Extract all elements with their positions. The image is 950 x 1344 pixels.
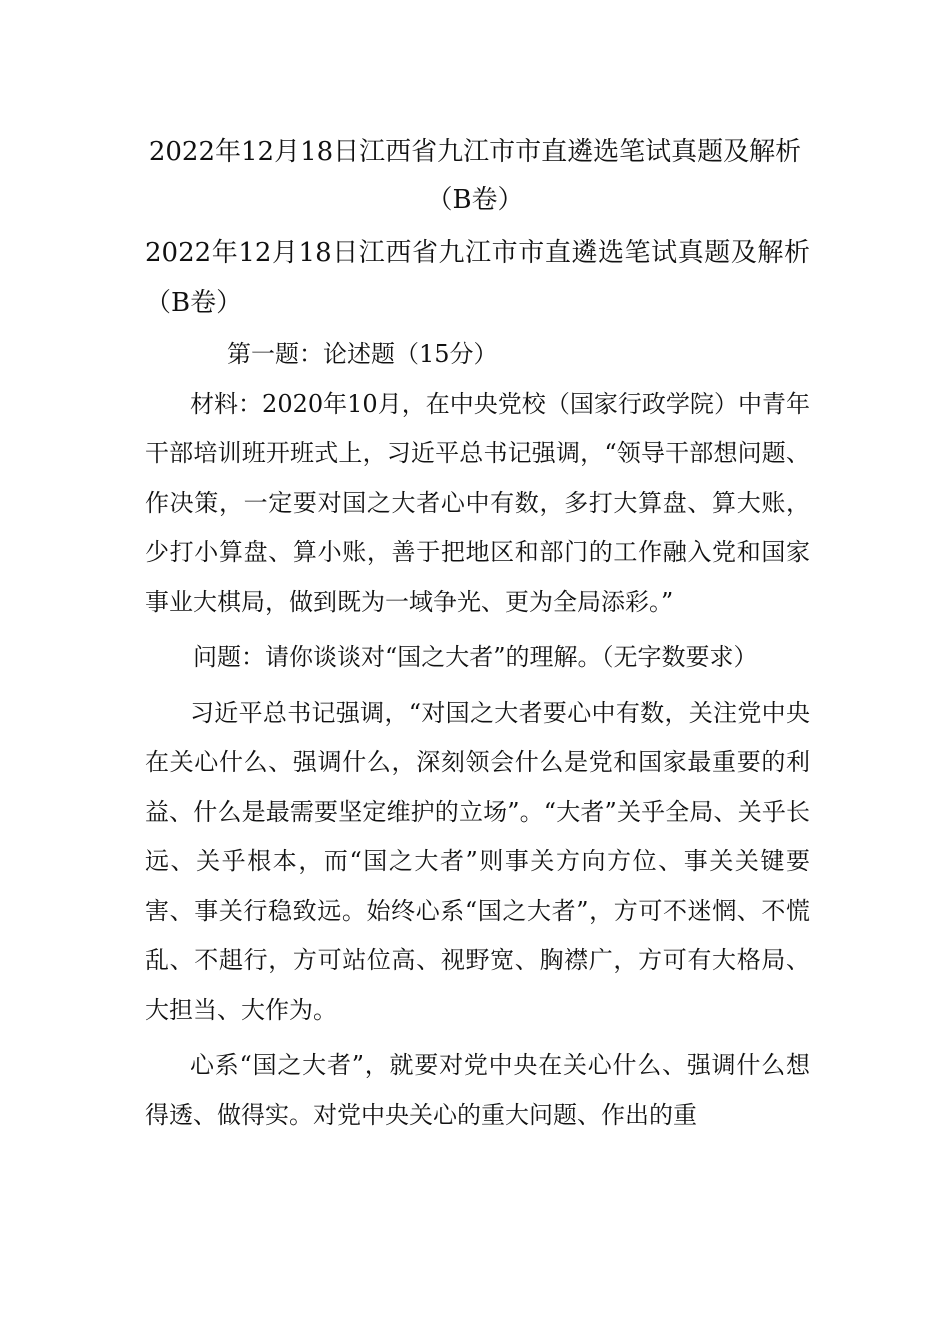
document-title-repeat: 2022年12月18日江西省九江市市直遴选笔试真题及解析（B卷） — [145, 238, 810, 318]
answer-paragraph-2: 心系“国之大者”，就要对党中央在关心什么、强调什么想得透、做得实。对党中央关心的重大问题、作出的重 — [145, 1051, 810, 1129]
document-body — [145, 330, 810, 1140]
question-paragraph: 问题：请你谈谈对“国之大者”的理解。（无字数要求） — [193, 643, 758, 671]
answer-paragraph-1: 习近平总书记强调，“对国之大者要心中有数，关注党中央在关心什么、强调什么，深刻领会什么是党和国家最重要的利益、什么是最需要坚定维护的立场”。“大者”关乎全局、关乎长远、关乎根本，而“国之大者”则事关方向方位、事关关键要害、事关行稳致远。始终心系“国之大者”，方可不迷惘、不慌乱、不趄行，方可站位高、视野宽、胸襟广，方可有大格局、大担当、大作为。 — [145, 698, 810, 1024]
document-title: 2022年12月18日江西省九江市市直遴选笔试真题及解析（B卷） — [148, 137, 802, 215]
section-heading: 第一题：论述题（15分） — [227, 340, 498, 368]
material-paragraph: 材料：2020年10月，在中央党校（国家行政学院）中青年干部培训班开班式上，习近平总书记强调，“领导干部想问题、作决策，一定要对国之大者心中有数，多打大算盘、算大账，少打小算盘、算小账，善于把地区和部门的工作融入党和国家事业大棋局，做到既为一域争光、更为全局添彩。” — [145, 389, 810, 616]
